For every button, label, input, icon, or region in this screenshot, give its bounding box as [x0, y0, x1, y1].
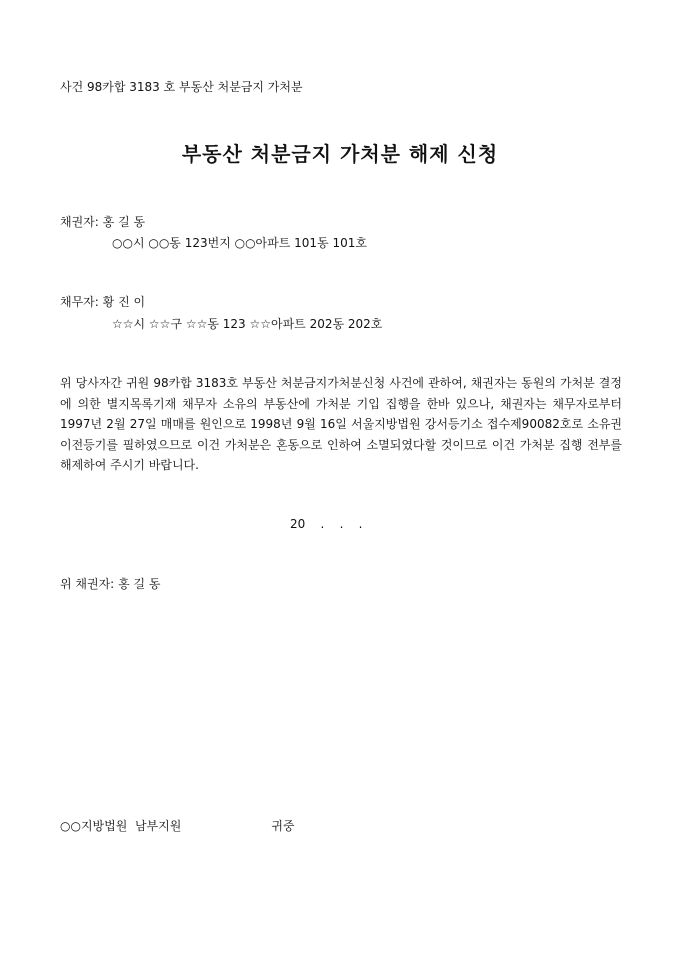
- court-suffix: 귀중: [271, 819, 295, 833]
- application-body: 위 당사자간 귀원 98카합 3183호 부동산 처분금지가처분신청 사건에 관하여, 채권자는 동원의 가처분 결정에 의한 별지목록기재 채무자 소유의 부동산에 가처분 기입 집행을 한바 있으나, 채권자는 채무자로부터 1997년 2월 27일 매매를 원인으로 1998년 9월 16일 서울지방법원 강서등기소 접수제90082호로 소유권이전등기를 필하였으므로 이건 가처분은 혼동으로 인하여 소멸되였다할 것이므로 이건 가처분 집행 전부를 해제하여 주시기 바랍니다.: [60, 376, 622, 472]
- court-addressee: [60, 818, 295, 834]
- debtor-address: ☆☆시 ☆☆구 ☆☆동 123 ☆☆아파트 202동 202호: [112, 317, 383, 331]
- debtor-label: 채무자:: [60, 295, 99, 309]
- date-line: 20 . . .: [290, 517, 363, 531]
- creditor-name: 홍 길 동: [102, 215, 146, 229]
- creditor-address: ○○시 ○○동 123번지 ○○아파트 101동 101호: [112, 236, 367, 250]
- signature-name: 홍 길 동: [118, 577, 161, 591]
- debtor-name: 황 진 이: [102, 295, 146, 309]
- case-reference: 사건 98카합 3183 호 부동산 처분금지 가처분: [60, 80, 303, 94]
- court-name: ○○지방법원 남부지원: [60, 819, 182, 833]
- signature-label: 위 채권자:: [60, 577, 115, 591]
- creditor-line: [60, 214, 145, 230]
- document-title: 부동산 처분금지 가처분 해제 신청: [181, 142, 499, 166]
- debtor-line: [60, 294, 145, 310]
- creditor-label: 채권자:: [60, 215, 99, 229]
- signature-line: [60, 576, 160, 592]
